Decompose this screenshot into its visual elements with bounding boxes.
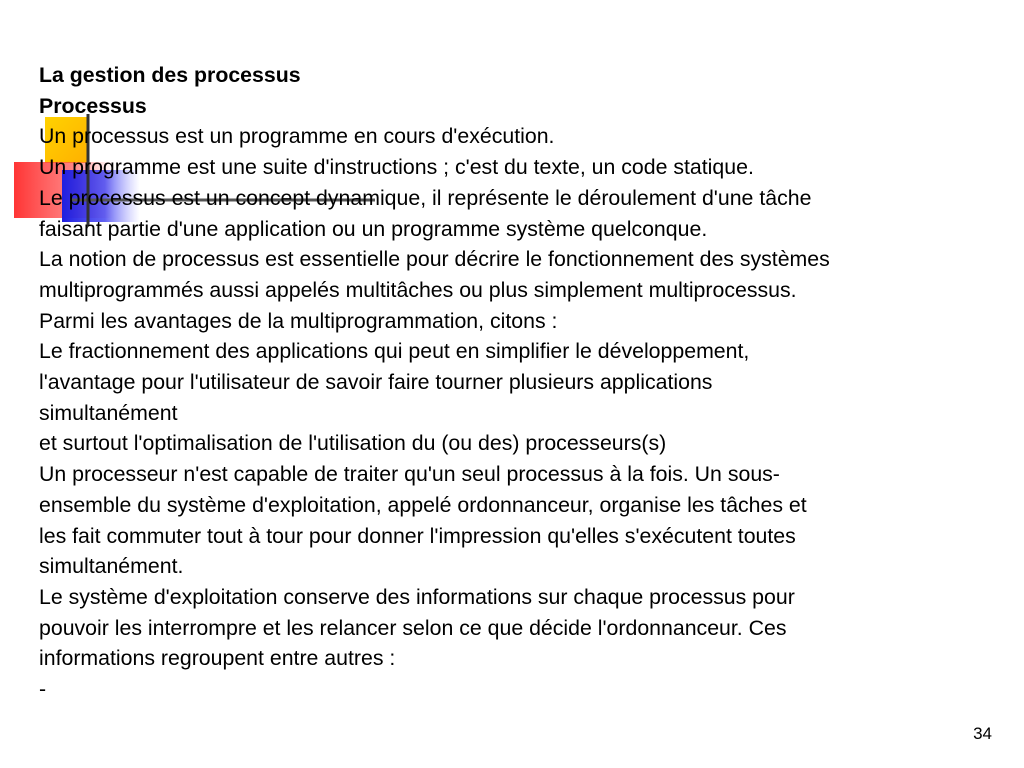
slide-title: La gestion des processus (39, 63, 301, 87)
body-line: simultanément (39, 400, 178, 425)
body-line: Un processeur n'est capable de traiter qu'un seul processus à la fois. Un sous- (39, 462, 780, 487)
body-line: Un processus est un programme en cours d'exécution. (39, 124, 555, 149)
body-line: Le système d'exploitation conserve des informations sur chaque processus pour (39, 584, 795, 609)
body-line: Le processus est un concept dynamique, il représente le déroulement d'une tâche (39, 185, 812, 210)
body-line: Le fractionnement des applications qui peut en simplifier le développement, (39, 339, 750, 364)
body-line: La notion de processus est essentielle pour décrire le fonctionnement des systèmes (39, 247, 830, 272)
body-line: faisant partie d'une application ou un programme système quelconque. (39, 216, 708, 241)
body-line: les fait commuter tout à tour pour donner l'impression qu'elles s'exécutent toutes (39, 523, 796, 548)
body-line: simultanément. (39, 554, 184, 579)
body-line: Parmi les avantages de la multiprogrammation, citons : (39, 308, 558, 333)
slide-body (39, 60, 999, 705)
body-line: - (39, 677, 47, 702)
body-line: pouvoir les interrompre et les relancer selon ce que décide l'ordonnanceur. Ces (39, 615, 787, 640)
slide-subtitle: Processus (39, 93, 147, 118)
body-line: ensemble du système d'exploitation, appelé ordonnanceur, organise les tâches et (39, 492, 807, 517)
body-line: informations regroupent entre autres : (39, 646, 396, 671)
body-line: Un programme est une suite d'instructions ; c'est du texte, un code statique. (39, 155, 754, 180)
page-number: 34 (973, 724, 992, 743)
body-line: multiprogrammés aussi appelés multitâches ou plus simplement multiprocessus. (39, 277, 797, 302)
body-line: l'avantage pour l'utilisateur de savoir faire tourner plusieurs applications (39, 370, 713, 395)
body-line: et surtout l'optimalisation de l'utilisation du (ou des) processeurs(s) (39, 431, 667, 456)
